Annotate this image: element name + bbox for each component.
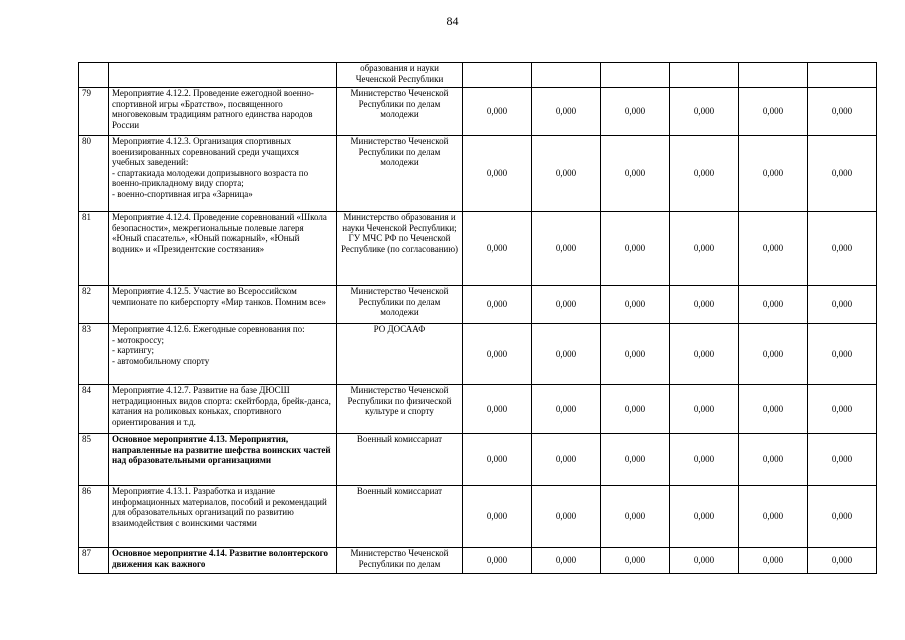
value-cell: 0,000: [532, 385, 601, 434]
value-cell: [670, 63, 739, 88]
table-row: [79, 286, 877, 324]
value-cell: 0,000: [532, 286, 601, 324]
row-executor-cell: Военный комиссариат: [337, 434, 463, 486]
row-executor-cell: образования и науки Чеченской Республики: [337, 63, 463, 88]
value-cell: 0,000: [739, 286, 808, 324]
value-cell: 0,000: [670, 136, 739, 212]
value-cell: 0,000: [463, 548, 532, 574]
value-cell: 0,000: [601, 324, 670, 385]
row-number-cell: 79: [79, 88, 109, 136]
value-cell: [532, 63, 601, 88]
table-row: [79, 486, 877, 548]
value-cell: 0,000: [739, 88, 808, 136]
value-cell: 0,000: [808, 212, 877, 286]
row-executor-cell: Министерство образования и науки Чеченской Республики; ГУ МЧС РФ по Чеченской Республике (по согласованию): [337, 212, 463, 286]
value-cell: 0,000: [670, 324, 739, 385]
value-cell: 0,000: [808, 324, 877, 385]
value-cell: 0,000: [601, 88, 670, 136]
value-cell: 0,000: [601, 385, 670, 434]
table-row: [79, 434, 877, 486]
value-cell: 0,000: [601, 136, 670, 212]
value-cell: 0,000: [601, 212, 670, 286]
value-cell: 0,000: [739, 548, 808, 574]
value-cell: 0,000: [808, 286, 877, 324]
value-cell: 0,000: [601, 486, 670, 548]
value-cell: 0,000: [739, 385, 808, 434]
row-number-cell: 86: [79, 486, 109, 548]
row-executor-cell: Военный комиссариат: [337, 486, 463, 548]
value-cell: 0,000: [739, 434, 808, 486]
row-executor-cell: Министерство Чеченской Республики по делам молодежи: [337, 136, 463, 212]
value-cell: 0,000: [463, 434, 532, 486]
table-row: [79, 136, 877, 212]
row-number-cell: 81: [79, 212, 109, 286]
value-cell: 0,000: [808, 136, 877, 212]
value-cell: [808, 63, 877, 88]
value-cell: 0,000: [532, 88, 601, 136]
row-name-cell: [109, 63, 337, 88]
value-cell: 0,000: [808, 548, 877, 574]
value-cell: 0,000: [463, 136, 532, 212]
value-cell: 0,000: [463, 324, 532, 385]
row-executor-cell: Министерство Чеченской Республики по делам: [337, 548, 463, 574]
value-cell: 0,000: [670, 212, 739, 286]
row-executor-cell: РО ДОСААФ: [337, 324, 463, 385]
value-cell: 0,000: [463, 486, 532, 548]
value-cell: 0,000: [739, 212, 808, 286]
row-executor-cell: Министерство Чеченской Республики по делам молодежи: [337, 286, 463, 324]
row-number-cell: [79, 63, 109, 88]
value-cell: 0,000: [670, 286, 739, 324]
value-cell: 0,000: [808, 486, 877, 548]
value-cell: 0,000: [601, 548, 670, 574]
value-cell: [739, 63, 808, 88]
row-number-cell: 87: [79, 548, 109, 574]
table-row: [79, 385, 877, 434]
value-cell: 0,000: [670, 434, 739, 486]
row-name-cell: Мероприятие 4.12.2. Проведение ежегодной военно-спортивной игры «Братство», посвященного многовековым традициям ратного единства народов России: [109, 88, 337, 136]
row-number-cell: 82: [79, 286, 109, 324]
row-name-cell: Основное мероприятие 4.14. Развитие волонтерского движения как важного: [109, 548, 337, 574]
page-number: 84: [446, 14, 459, 28]
value-cell: 0,000: [808, 385, 877, 434]
value-cell: 0,000: [532, 136, 601, 212]
table-row: [79, 324, 877, 385]
table-body: [79, 63, 877, 574]
value-cell: 0,000: [532, 486, 601, 548]
value-cell: 0,000: [601, 286, 670, 324]
value-cell: 0,000: [463, 286, 532, 324]
value-cell: 0,000: [463, 212, 532, 286]
row-name-cell: Мероприятие 4.12.7. Развитие на базе ДЮСШ нетрадиционных видов спорта: скейтборда, брейк-данса, катания на роликовых коньках, спортивного ориентирования и т.д.: [109, 385, 337, 434]
value-cell: 0,000: [532, 548, 601, 574]
value-cell: 0,000: [670, 486, 739, 548]
value-cell: 0,000: [670, 548, 739, 574]
value-cell: 0,000: [601, 434, 670, 486]
value-cell: 0,000: [739, 486, 808, 548]
value-cell: 0,000: [808, 434, 877, 486]
row-name-cell: Основное мероприятие 4.13. Мероприятия, направленные на развитие шефства воинских частей над образовательными организациями: [109, 434, 337, 486]
table-row: [79, 88, 877, 136]
value-cell: [463, 63, 532, 88]
row-name-cell: Мероприятие 4.12.4. Проведение соревнований «Школа безопасности», межрегиональные полевые лагеря «Юный спасатель», «Юный пожарный», «Юный водник» и «Президентские состязания»: [109, 212, 337, 286]
program-table: [78, 62, 877, 574]
row-number-cell: 80: [79, 136, 109, 212]
value-cell: 0,000: [739, 136, 808, 212]
value-cell: 0,000: [808, 88, 877, 136]
table-row-continuation: [79, 63, 877, 88]
value-cell: 0,000: [532, 324, 601, 385]
value-cell: [601, 63, 670, 88]
table-row: [79, 548, 877, 574]
row-name-cell: Мероприятие 4.13.1. Разработка и издание информационных материалов, пособий и рекомендаций для образовательных организаций по развитию взаимодействия с воинскими частями: [109, 486, 337, 548]
value-cell: 0,000: [532, 434, 601, 486]
row-name-cell: Мероприятие 4.12.6. Ежегодные соревнования по: - мотокроссу; - картингу; - автомобильному спорту: [109, 324, 337, 385]
table-row: [79, 212, 877, 286]
row-executor-cell: Министерство Чеченской Республики по физической культуре и спорту: [337, 385, 463, 434]
row-name-cell: Мероприятие 4.12.5. Участие во Всероссийском чемпионате по киберспорту «Мир танков. Помним все»: [109, 286, 337, 324]
value-cell: 0,000: [670, 88, 739, 136]
value-cell: 0,000: [463, 88, 532, 136]
row-number-cell: 83: [79, 324, 109, 385]
row-number-cell: 85: [79, 434, 109, 486]
value-cell: 0,000: [739, 324, 808, 385]
row-name-cell: Мероприятие 4.12.3. Организация спортивных военизированных соревнований среди учащихся учебных заведений: - спартакиада молодежи допризывного возраста по военно-прикладному виду спорта; - военно-спортивная игра «Зарница»: [109, 136, 337, 212]
value-cell: 0,000: [532, 212, 601, 286]
row-executor-cell: Министерство Чеченской Республики по делам молодежи: [337, 88, 463, 136]
value-cell: 0,000: [670, 385, 739, 434]
row-number-cell: 84: [79, 385, 109, 434]
value-cell: 0,000: [463, 385, 532, 434]
